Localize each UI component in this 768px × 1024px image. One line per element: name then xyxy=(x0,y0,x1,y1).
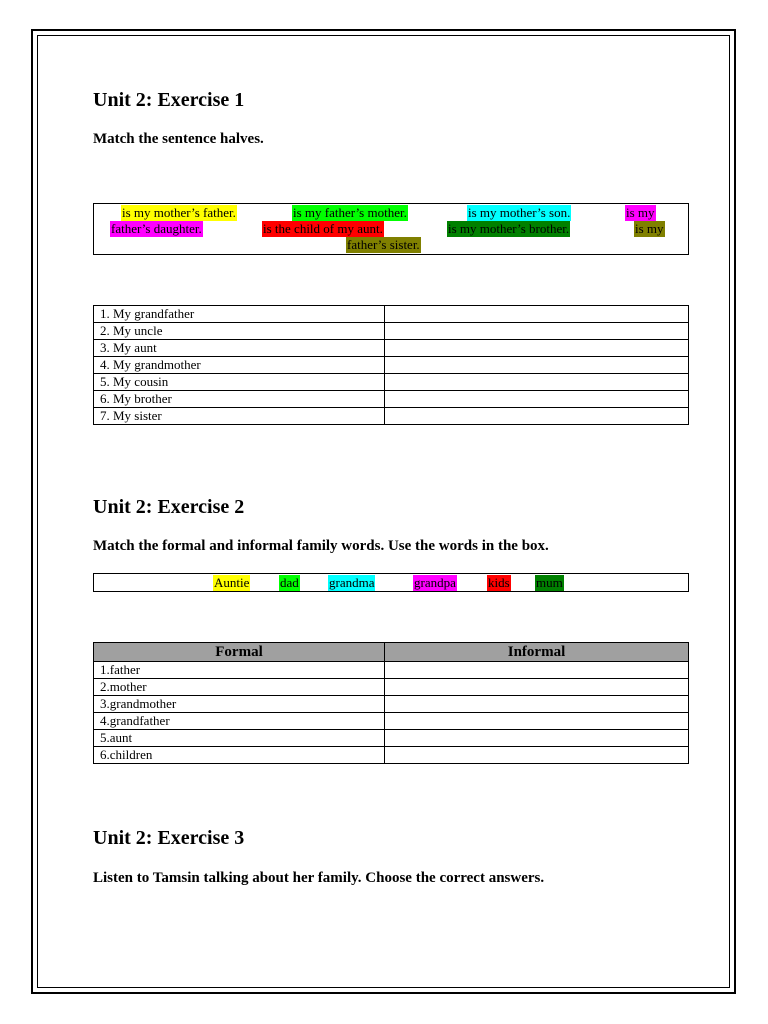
row-label: 4. My grandmother xyxy=(94,357,385,374)
exercise-2-table xyxy=(93,642,689,764)
chip-7a: is my xyxy=(635,221,664,236)
chip-1: is my mother’s father. xyxy=(122,205,236,220)
answer-cell[interactable] xyxy=(385,374,689,391)
answer-cell[interactable] xyxy=(385,357,689,374)
answer-cell[interactable] xyxy=(385,340,689,357)
row-label: 1. My grandfather xyxy=(94,306,385,323)
table-row xyxy=(94,662,689,679)
exercise-3-heading: Unit 2: Exercise 3 xyxy=(93,827,245,849)
table-row xyxy=(94,357,689,374)
chip-5: is the child of my aunt. xyxy=(263,221,383,236)
row-label: 1.father xyxy=(94,662,385,679)
chip-6: is my mother’s brother. xyxy=(448,221,570,236)
table-row xyxy=(94,747,689,764)
table-row xyxy=(94,306,689,323)
table-row xyxy=(94,340,689,357)
word-mum: mum xyxy=(536,575,563,590)
row-label: 5. My cousin xyxy=(94,374,385,391)
word-grandpa: grandpa xyxy=(414,575,456,590)
table-row xyxy=(94,730,689,747)
table-row xyxy=(94,696,689,713)
exercise-1-table xyxy=(93,305,689,425)
table-row xyxy=(94,713,689,730)
word-kids: kids xyxy=(488,575,510,590)
row-label: 6.children xyxy=(94,747,385,764)
exercise-1-instruction: Match the sentence halves. xyxy=(93,131,264,147)
sentence-halves-box xyxy=(93,203,689,255)
chip-2: is my father’s mother. xyxy=(293,205,407,220)
row-label: 3. My aunt xyxy=(94,340,385,357)
table-header-row xyxy=(94,643,689,662)
chip-4a: is my xyxy=(626,205,655,220)
exercise-1-heading: Unit 2: Exercise 1 xyxy=(93,89,245,111)
table-row xyxy=(94,323,689,340)
row-label: 3.grandmother xyxy=(94,696,385,713)
answer-cell[interactable] xyxy=(385,713,689,730)
chip-3: is my mother’s son. xyxy=(468,205,571,220)
row-label: 6. My brother xyxy=(94,391,385,408)
answer-cell[interactable] xyxy=(385,730,689,747)
table-row xyxy=(94,391,689,408)
answer-cell[interactable] xyxy=(385,679,689,696)
exercise-3-instruction: Listen to Tamsin talking about her family. Choose the correct answers. xyxy=(93,870,545,886)
word-dad: dad xyxy=(280,575,299,590)
row-label: 4.grandfather xyxy=(94,713,385,730)
col-header-informal: Informal xyxy=(385,643,689,662)
exercise-2-instruction: Match the formal and informal family words. Use the words in the box. xyxy=(93,538,549,554)
table-row xyxy=(94,408,689,425)
row-label: 2.mother xyxy=(94,679,385,696)
answer-cell[interactable] xyxy=(385,696,689,713)
row-label: 2. My uncle xyxy=(94,323,385,340)
chip-7b: father’s sister. xyxy=(347,237,420,252)
exercise-2-heading: Unit 2: Exercise 2 xyxy=(93,496,245,518)
chip-4b: father’s daughter. xyxy=(111,221,202,236)
answer-cell[interactable] xyxy=(385,747,689,764)
word-grandma: grandma xyxy=(329,575,375,590)
answer-cell[interactable] xyxy=(385,408,689,425)
table-row xyxy=(94,679,689,696)
col-header-formal: Formal xyxy=(94,643,385,662)
answer-cell[interactable] xyxy=(385,662,689,679)
row-label: 7. My sister xyxy=(94,408,385,425)
row-label: 5.aunt xyxy=(94,730,385,747)
word-auntie: Auntie xyxy=(214,575,250,590)
table-row xyxy=(94,374,689,391)
answer-cell[interactable] xyxy=(385,323,689,340)
answer-cell[interactable] xyxy=(385,306,689,323)
word-box xyxy=(93,573,689,592)
answer-cell[interactable] xyxy=(385,391,689,408)
